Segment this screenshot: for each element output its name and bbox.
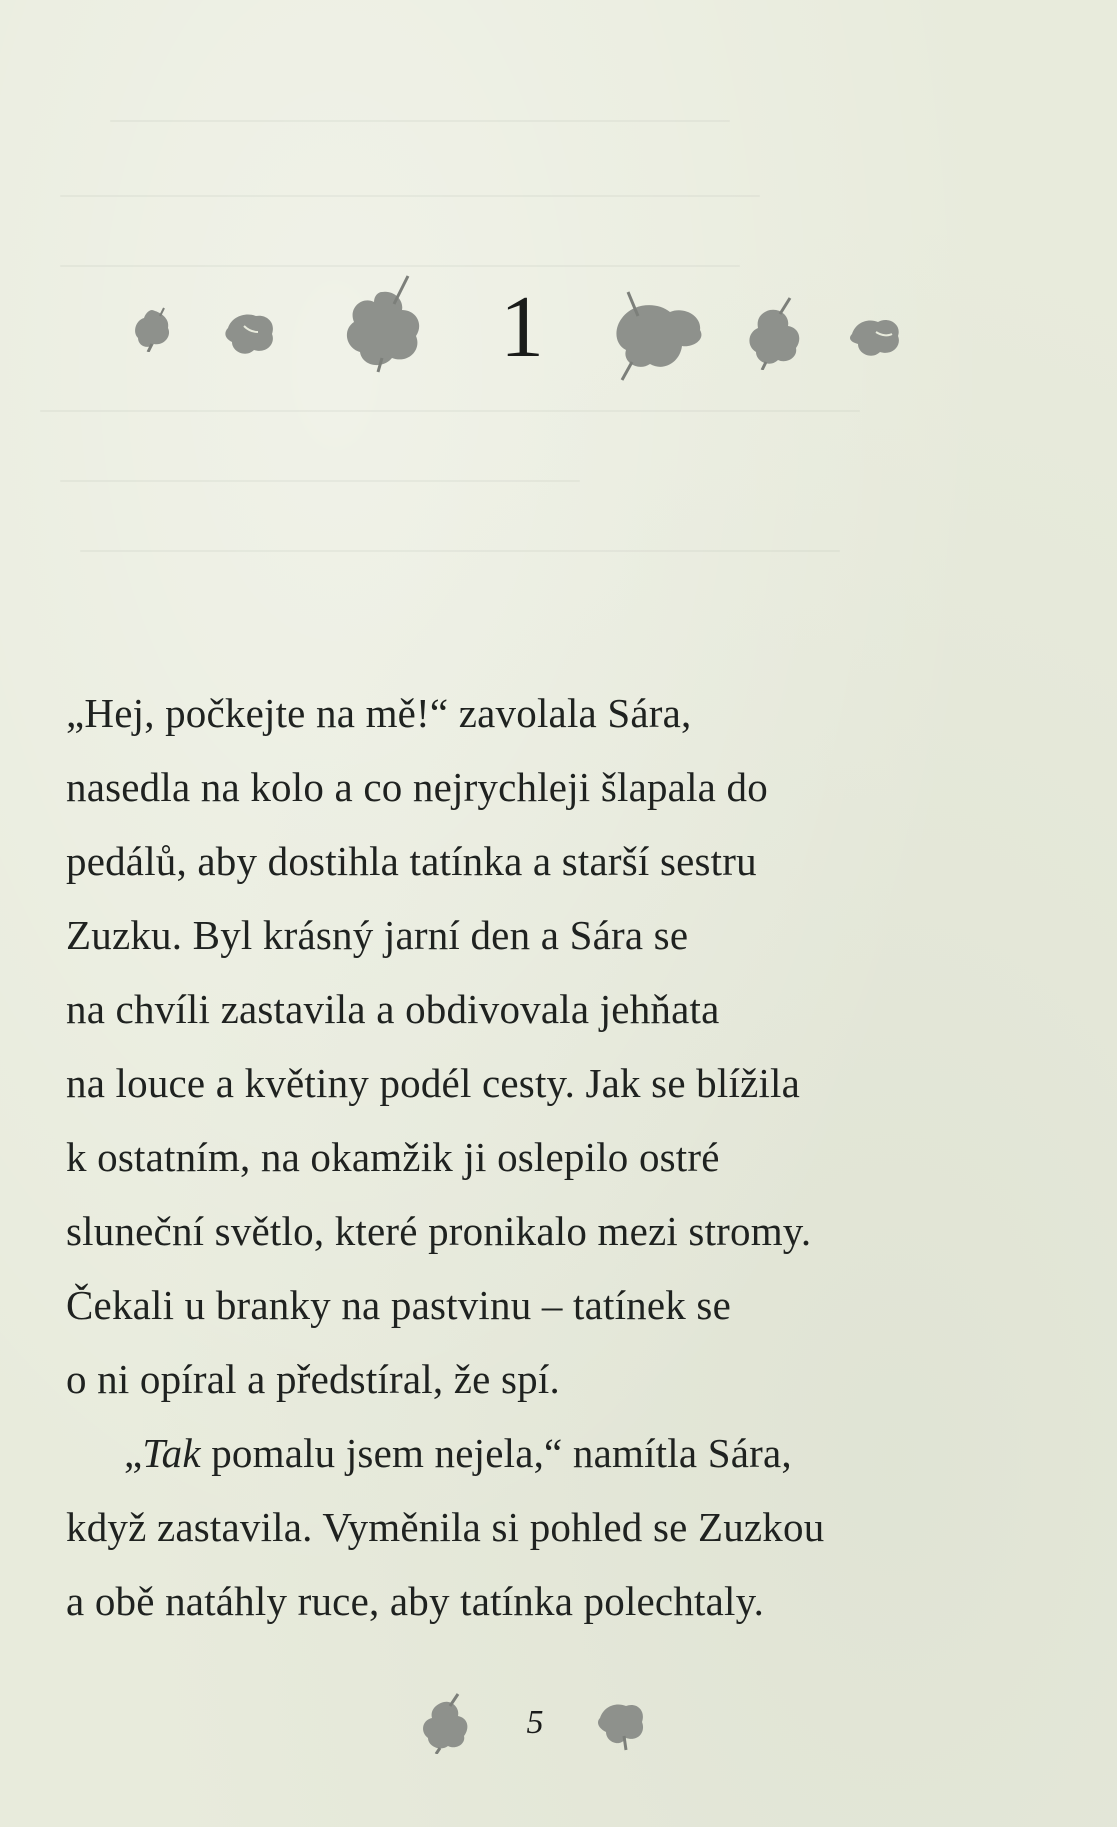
text-line: sluneční světlo, které pronikalo mezi stromy. [66,1208,812,1254]
page-number: 5 [526,1704,544,1741]
leaf-icon [846,312,904,360]
show-through-line [60,195,760,197]
page-footer [0,1690,1117,1760]
leaf-icon [744,296,804,370]
italic-word: Tak [142,1430,201,1476]
text-line: a obě natáhly ruce, aby tatínka polechtaly. [66,1578,765,1624]
text-line: nasedla na kolo a co nejrychleji šlapala do [66,764,768,810]
leaf-icon [420,1692,472,1754]
leaf-icon [222,308,278,360]
text-line: Čekali u branky na pastvinu – tatínek se [66,1282,731,1328]
text-line: když zastavila. Vyměnila si pohled se Zuzkou [66,1504,825,1550]
leaf-icon [338,274,428,374]
line-rest: pomalu jsem nejela,“ namítla Sára, [200,1430,792,1476]
chapter-number: 1 [500,279,544,376]
text-line: pedálů, aby dostihla tatínka a starší sestru [66,838,757,884]
leaf-icon [594,1696,646,1752]
text-line: o ni opíral a předstíral, že spí. [66,1356,560,1402]
show-through-line [80,550,840,552]
open-quote: „ [124,1430,143,1476]
text-line: „Hej, počkejte na mě!“ zavolala Sára, [66,690,692,736]
text-line: na louce a květiny podél cesty. Jak se blížila [66,1060,801,1106]
show-through-line [110,120,730,122]
text-line: Zuzku. Byl krásný jarní den a Sára se [66,912,689,958]
leaf-icon [608,288,708,384]
text-line: na chvíli zastavila a obdivovala jehňata [66,986,720,1032]
show-through-line [40,410,860,412]
show-through-line [60,480,580,482]
chapter-heading [0,268,1117,388]
paragraph-first-line [66,1416,996,1490]
show-through-line [60,265,740,267]
leaf-icon [130,306,174,352]
text-line: k ostatním, na okamžik ji oslepilo ostré [66,1134,720,1180]
chapter-body-text [66,676,996,1638]
